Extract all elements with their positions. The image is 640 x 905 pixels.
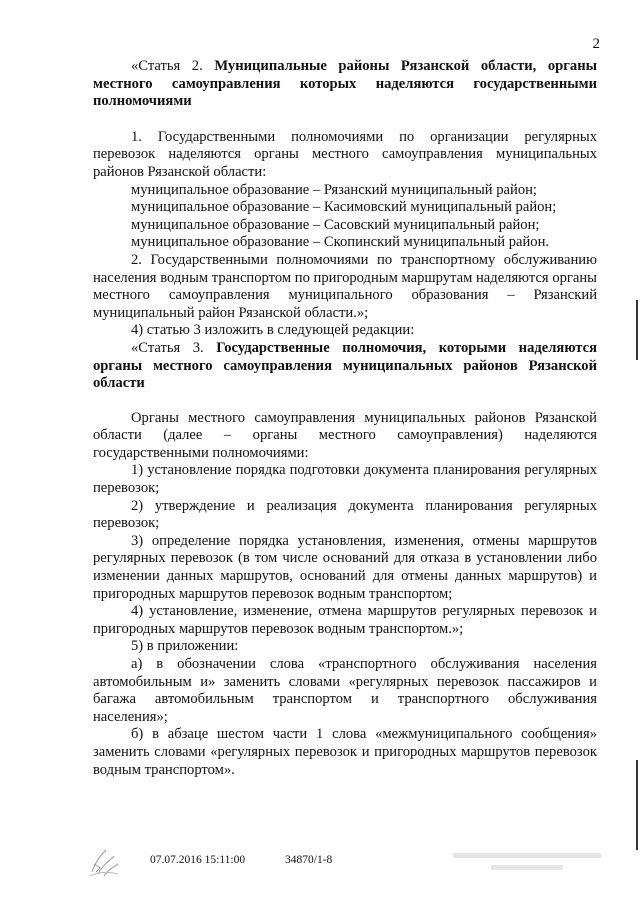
- amendment-item-5: 5) в приложении:: [131, 638, 239, 655]
- amendment-subitem-b: б) в абзаце шестом части 1 слова «межмуниципального сообщения» заменить словами «регулярных перевозок и пригородных маршрутов перевозок водным транспортом».: [93, 726, 597, 778]
- page-number: 2: [592, 36, 600, 52]
- article-2-paragraph-1: 1. Государственными полномочиями по организации регулярных перевозок наделяются органы местного самоуправления муниципальных районов Рязанской области:: [93, 128, 597, 180]
- article-2-paragraph-2: 2. Государственными полномочиями по транспортному обслуживанию населения водным транспортом по пригородным маршрутам наделяются органы местного самоуправления муниципального образования – Рязанский муниципальный район Рязанской области.»;: [93, 251, 597, 321]
- list-item: муниципальное образование – Касимовский муниципальный район;: [131, 199, 557, 216]
- scan-edge-mark: [636, 300, 638, 360]
- list-item: муниципальное образование – Скопинский муниципальный район.: [131, 234, 550, 251]
- list-item: 4) установление, изменение, отмена маршрутов регулярных перевозок и пригородных маршрутов перевозок водным транспортом.»;: [93, 603, 597, 637]
- footer-doc-number: 34870/1-8: [285, 854, 333, 866]
- amendment-item-4: 4) статью 3 изложить в следующей редакции:: [131, 322, 415, 339]
- document-body: [93, 58, 597, 779]
- article-2-prefix: «Статья 2.: [131, 58, 215, 74]
- list-item: 1) установление порядка подготовки документа планирования регулярных перевозок;: [93, 462, 597, 497]
- amendment-subitem-a: а) в обозначении слова «транспортного обслуживания населения автомобильным и» заменить словами «регулярных перевозок пассажиров и багажа автомобильным транспортом и транспортного обслуживания населения»;: [93, 656, 597, 725]
- article-3-intro: Органы местного самоуправления муниципальных районов Рязанской области (далее – органы местного самоуправления) наделяются государственными полномочиями:: [93, 409, 597, 461]
- article-3-prefix: «Статья 3.: [131, 339, 217, 356]
- article-2-title: Муниципальные районы Рязанской области, органы местного самоуправления которых наделяются государственными полномочиями: [93, 58, 597, 110]
- article-3-heading: [93, 340, 597, 393]
- list-item: муниципальное образование – Сасовский муниципальный район;: [131, 216, 540, 233]
- article-3-title: Государственные полномочия, которыми наделяются органы местного самоуправления муниципальных районов Рязанской области: [93, 339, 598, 392]
- list-item: 2) утверждение и реализация документа планирования регулярных перевозок;: [93, 497, 597, 532]
- stamp-faint-text-icon: [453, 850, 603, 876]
- list-item: муниципальное образование – Рязанский муниципальный район;: [131, 181, 537, 198]
- footer-date: 07.07.2016 15:11:00: [150, 854, 246, 866]
- signature-mark-icon: [88, 846, 124, 878]
- article-2-heading: [93, 58, 597, 111]
- electronic-signature-stamp: [448, 850, 608, 879]
- scan-edge-mark: [636, 760, 638, 850]
- list-item: 3) определение порядка установления, изменения, отмены маршрутов регулярных перевозок (в том числе оснований для отказа в установлении либо изменении данных маршрутов, оснований для отмены данных маршрутов) и пригородных маршрутов перевозок водным транспортом;: [93, 532, 597, 602]
